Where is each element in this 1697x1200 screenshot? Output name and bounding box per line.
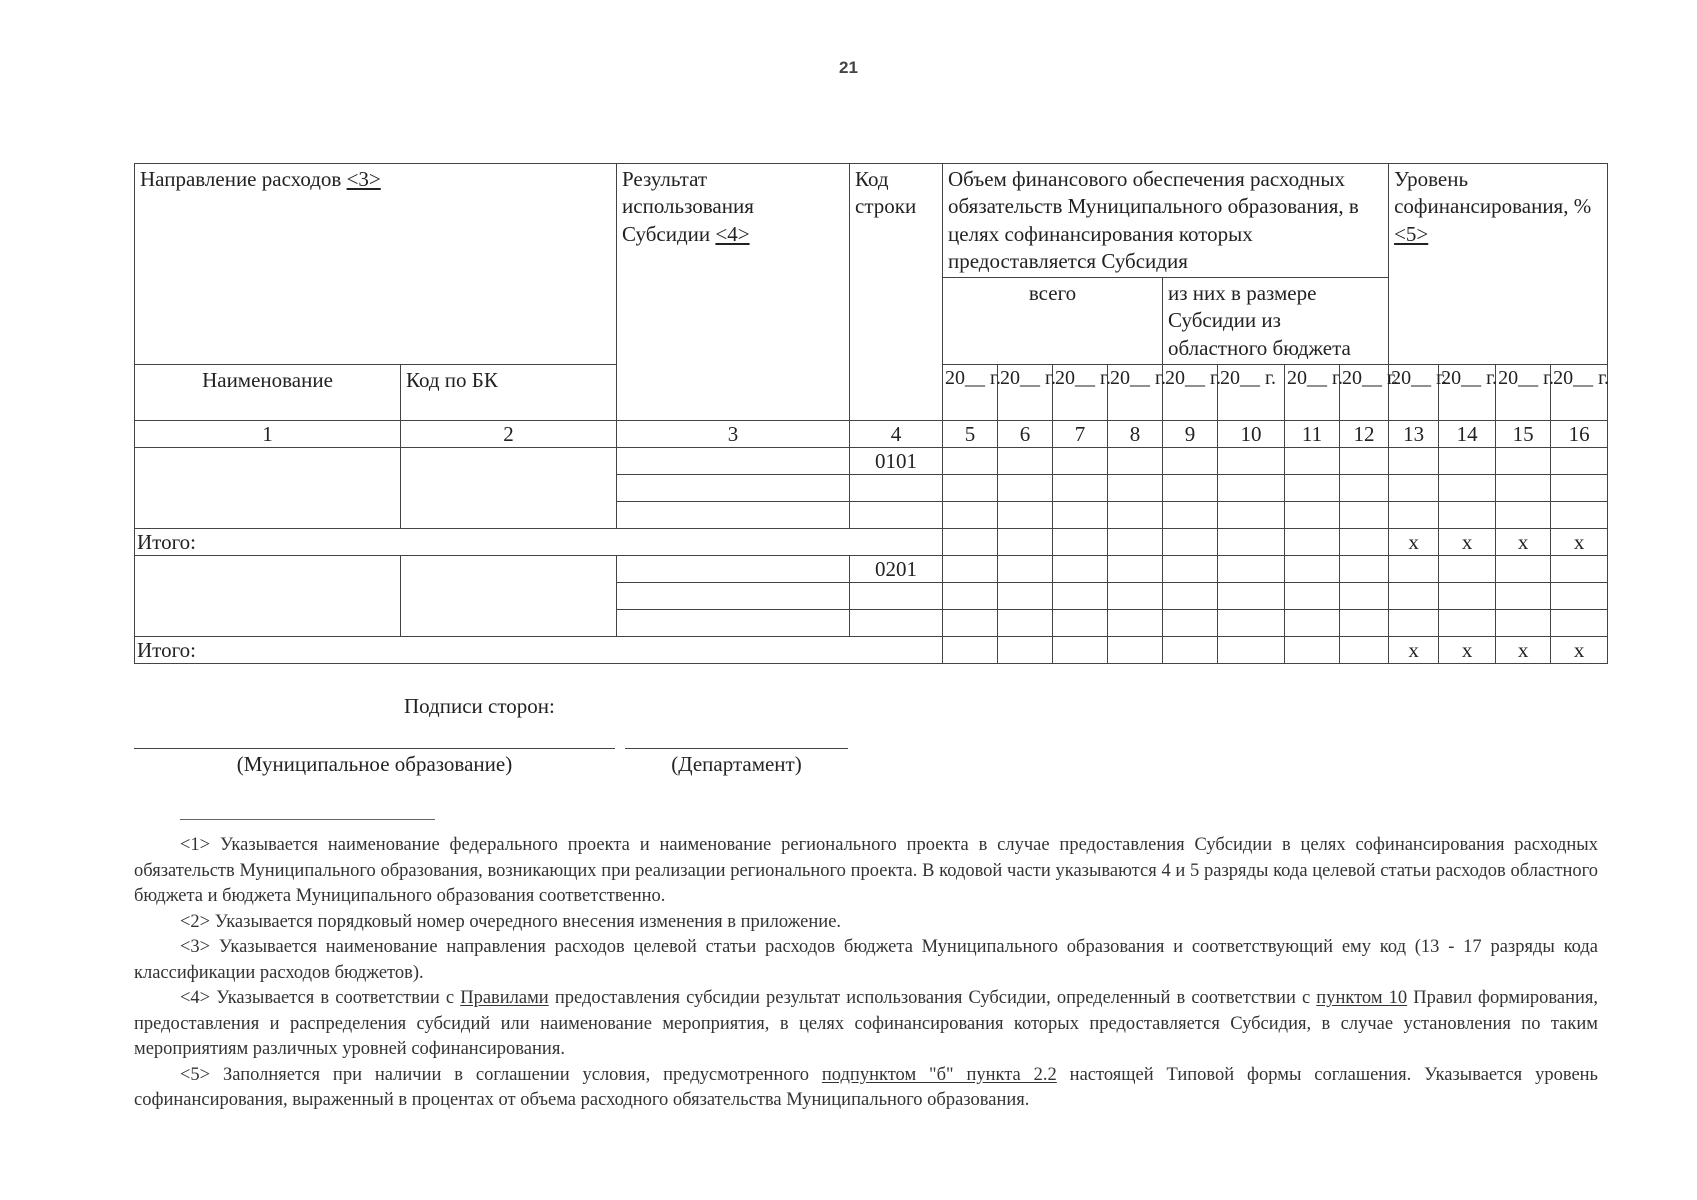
value-cell[interactable] [1053, 637, 1108, 664]
value-cell[interactable] [1496, 475, 1551, 502]
value-cell[interactable] [1218, 529, 1285, 556]
value-cell[interactable] [1053, 475, 1108, 502]
column-number: 16 [1551, 421, 1608, 448]
value-cell[interactable] [1340, 475, 1389, 502]
value-cell[interactable] [1285, 583, 1340, 610]
value-cell[interactable] [1285, 610, 1340, 637]
result-cell[interactable] [617, 475, 850, 502]
value-cell[interactable] [1163, 448, 1218, 475]
column-number: 2 [401, 421, 617, 448]
value-cell[interactable] [1108, 610, 1163, 637]
value-cell[interactable] [1163, 556, 1218, 583]
value-cell[interactable] [1496, 448, 1551, 475]
column-number: 14 [1439, 421, 1496, 448]
value-cell[interactable] [1163, 502, 1218, 529]
value-cell[interactable] [943, 502, 998, 529]
year-header-cell: 20__ г. [1108, 365, 1163, 421]
value-cell[interactable] [1439, 556, 1496, 583]
total-row [135, 529, 1608, 556]
volume-header: Объем финансового обеспечения расходных обязательств Муниципального образования, в целях софинансирования которых предоставляется Субсидия [943, 164, 1389, 278]
value-cell[interactable] [1551, 556, 1608, 583]
value-cell[interactable] [1285, 556, 1340, 583]
result-header: Результат использования Субсидии <4> [617, 164, 850, 421]
year-header-cell: 20__ г. [943, 365, 998, 421]
value-cell[interactable] [1439, 610, 1496, 637]
value-cell[interactable] [1496, 610, 1551, 637]
value-cell[interactable] [1439, 583, 1496, 610]
value-cell[interactable] [1163, 475, 1218, 502]
value-cell[interactable] [1218, 502, 1285, 529]
rules-link[interactable]: Правилами [460, 988, 549, 1008]
department-signature-label: (Департамент) [671, 752, 802, 776]
footnote-5: <5> Заполняется при наличии в соглашении условия, предусмотренного подпунктом "б" пункта 2.2 настоящей Типовой формы соглашения. Указывается уровень софинансирования, выраженный в процентах от объема расходного обязательства Муниципального образования. [134, 1064, 1598, 1110]
value-cell[interactable] [1108, 502, 1163, 529]
value-cell[interactable] [1163, 529, 1218, 556]
value-cell[interactable] [1108, 475, 1163, 502]
value-cell[interactable] [1053, 583, 1108, 610]
x-mark-cell: x [1439, 637, 1496, 664]
total-label: Итого: [135, 529, 943, 556]
column-number: 11 [1285, 421, 1340, 448]
line-code-cell: 0101 [850, 448, 943, 475]
column-number: 12 [1340, 421, 1389, 448]
value-cell[interactable] [1053, 610, 1108, 637]
value-cell[interactable] [1218, 556, 1285, 583]
line-code-header: Код строки [850, 164, 943, 421]
value-cell[interactable] [943, 448, 998, 475]
line-code-cell: 0201 [850, 556, 943, 583]
table-row [135, 556, 1608, 583]
column-number: 4 [850, 421, 943, 448]
municipality-signature-label: (Муниципальное образование) [236, 752, 513, 776]
line-code-cell [850, 610, 943, 637]
footnote-2: <2> Указывается порядковый номер очередного внесения изменения в приложение. [180, 911, 842, 932]
value-cell[interactable] [1285, 448, 1340, 475]
value-cell[interactable] [943, 610, 998, 637]
value-cell[interactable] [998, 610, 1053, 637]
value-cell[interactable] [943, 556, 998, 583]
value-cell[interactable] [1340, 556, 1389, 583]
x-mark-cell: x [1389, 529, 1439, 556]
signatures-title: Подписи сторон: [404, 694, 555, 718]
value-cell[interactable] [1340, 448, 1389, 475]
value-cell[interactable] [1163, 637, 1218, 664]
value-cell[interactable] [1389, 610, 1439, 637]
value-cell[interactable] [1496, 556, 1551, 583]
name-header: Наименование [135, 365, 401, 421]
column-number: 13 [1389, 421, 1439, 448]
value-cell[interactable] [998, 475, 1053, 502]
year-header-cell: 20__ г. [1053, 365, 1108, 421]
total-label: Итого: [135, 637, 943, 664]
value-cell[interactable] [1389, 448, 1439, 475]
value-cell[interactable] [1439, 448, 1496, 475]
result-cell[interactable] [617, 502, 850, 529]
value-cell[interactable] [1389, 556, 1439, 583]
name-cell[interactable] [135, 448, 401, 529]
value-cell[interactable] [998, 583, 1053, 610]
value-cell[interactable] [998, 529, 1053, 556]
footnote-3: <3> Указывается наименование направления расходов целевой статьи расходов бюджета Муниципального образования и соответствующий ему код (13 - 17 разряды кода классификации расходов бюджетов). [134, 937, 1598, 983]
value-cell[interactable] [1053, 502, 1108, 529]
footnote-separator [180, 819, 435, 820]
value-cell[interactable] [1108, 529, 1163, 556]
result-cell[interactable] [617, 448, 850, 475]
value-cell[interactable] [1108, 583, 1163, 610]
value-cell[interactable] [1108, 556, 1163, 583]
total-row [135, 637, 1608, 664]
value-cell[interactable] [943, 637, 998, 664]
footnotes [134, 833, 1598, 1114]
column-number: 7 [1053, 421, 1108, 448]
value-cell[interactable] [1496, 583, 1551, 610]
from-subsidy-header: из них в размере Субсидии из областного бюджета [1163, 278, 1389, 365]
year-header-cell: 20__ г. [1285, 365, 1340, 421]
value-cell[interactable] [1218, 583, 1285, 610]
value-cell[interactable] [1053, 448, 1108, 475]
value-cell[interactable] [1340, 637, 1389, 664]
table-row [135, 448, 1608, 475]
subsidy-table [134, 163, 1608, 664]
bk-code-header: Код по БК [401, 365, 617, 421]
value-cell[interactable] [998, 502, 1053, 529]
column-number: 1 [135, 421, 401, 448]
cofinancing-header: Уровень софинансирования, % <5> [1389, 164, 1608, 365]
page-number: 21 [839, 58, 858, 77]
year-header-cell: 20__ г. [1439, 365, 1496, 421]
value-cell[interactable] [1551, 610, 1608, 637]
value-cell[interactable] [998, 556, 1053, 583]
value-cell[interactable] [1551, 583, 1608, 610]
year-header-cell: 20__ г. [1389, 365, 1439, 421]
x-mark-cell: x [1496, 529, 1551, 556]
value-cell[interactable] [1218, 475, 1285, 502]
result-cell[interactable] [617, 556, 850, 583]
value-cell[interactable] [998, 637, 1053, 664]
value-cell[interactable] [943, 529, 998, 556]
total-all-header: всего [943, 278, 1163, 365]
x-mark-cell: x [1551, 529, 1608, 556]
value-cell[interactable] [1218, 610, 1285, 637]
value-cell[interactable] [943, 475, 998, 502]
year-header-cell: 20__ г. [1496, 365, 1551, 421]
value-cell[interactable] [1389, 583, 1439, 610]
name-cell[interactable] [135, 556, 401, 637]
year-header-cell: 20__ г. [1340, 365, 1389, 421]
x-mark-cell: x [1389, 637, 1439, 664]
value-cell[interactable] [1163, 583, 1218, 610]
column-number: 10 [1218, 421, 1285, 448]
value-cell[interactable] [1439, 502, 1496, 529]
value-cell[interactable] [1340, 529, 1389, 556]
result-cell[interactable] [617, 610, 850, 637]
value-cell[interactable] [1551, 475, 1608, 502]
value-cell[interactable] [1340, 610, 1389, 637]
x-mark-cell: x [1551, 637, 1608, 664]
value-cell[interactable] [1108, 637, 1163, 664]
value-cell[interactable] [1340, 502, 1389, 529]
value-cell[interactable] [1285, 502, 1340, 529]
value-cell[interactable] [1340, 583, 1389, 610]
result-cell[interactable] [617, 583, 850, 610]
column-number: 3 [617, 421, 850, 448]
bk-code-cell[interactable] [401, 556, 617, 637]
value-cell[interactable] [1389, 475, 1439, 502]
point-10-link[interactable]: пунктом 10 [1316, 988, 1408, 1008]
value-cell[interactable] [998, 448, 1053, 475]
value-cell[interactable] [1053, 556, 1108, 583]
value-cell[interactable] [1439, 475, 1496, 502]
value-cell[interactable] [1218, 637, 1285, 664]
column-number: 15 [1496, 421, 1551, 448]
footnote-4: <4> Указывается в соответствии с Правилами предоставления субсидии результат использования Субсидии, определенный в соответствии с пунктом 10 Правил формирования, предоставления и распределения субсидий или наименование мероприятия, в целях софинансирования которых предоставляется Субсидия, в случае установления по таким мероприятиям различных уровней софинансирования. [134, 988, 1599, 1059]
line-code-cell [850, 502, 943, 529]
year-header-cell: 20__ г. [1551, 365, 1608, 421]
value-cell[interactable] [1053, 529, 1108, 556]
value-cell[interactable] [943, 583, 998, 610]
line-code-cell [850, 475, 943, 502]
value-cell[interactable] [1285, 637, 1340, 664]
x-mark-cell: x [1496, 637, 1551, 664]
municipality-signature-line [134, 748, 615, 749]
column-number: 9 [1163, 421, 1218, 448]
direction-header: Направление расходов <3> [135, 164, 617, 365]
year-header-cell: 20__ г. [1163, 365, 1218, 421]
column-number: 5 [943, 421, 998, 448]
value-cell[interactable] [1551, 502, 1608, 529]
value-cell[interactable] [1285, 529, 1340, 556]
year-header-cell: 20__ г. [1218, 365, 1285, 421]
subpoint-link[interactable]: подпунктом "б" пункта 2.2 [821, 1064, 1057, 1085]
footnote-1: <1> Указывается наименование федерального проекта и наименование регионального проекта в случае предоставления Субсидии в целях софинансирования расходных обязательств Муниципального образования, возникающих при реализации регионального проекта. В кодовой части указываются 4 и 5 разряды кода целевой статьи расходов областного бюджета и бюджета Муниципального образования соответственно. [134, 835, 1598, 906]
bk-code-cell[interactable] [401, 448, 617, 529]
value-cell[interactable] [1218, 448, 1285, 475]
value-cell[interactable] [1389, 502, 1439, 529]
year-header-cell: 20__ г. [998, 365, 1053, 421]
x-mark-cell: x [1439, 529, 1496, 556]
value-cell[interactable] [1551, 448, 1608, 475]
department-signature-line [625, 748, 848, 749]
value-cell[interactable] [1496, 502, 1551, 529]
line-code-cell [850, 583, 943, 610]
value-cell[interactable] [1285, 475, 1340, 502]
value-cell[interactable] [1163, 610, 1218, 637]
column-number: 6 [998, 421, 1053, 448]
column-number: 8 [1108, 421, 1163, 448]
value-cell[interactable] [1108, 448, 1163, 475]
